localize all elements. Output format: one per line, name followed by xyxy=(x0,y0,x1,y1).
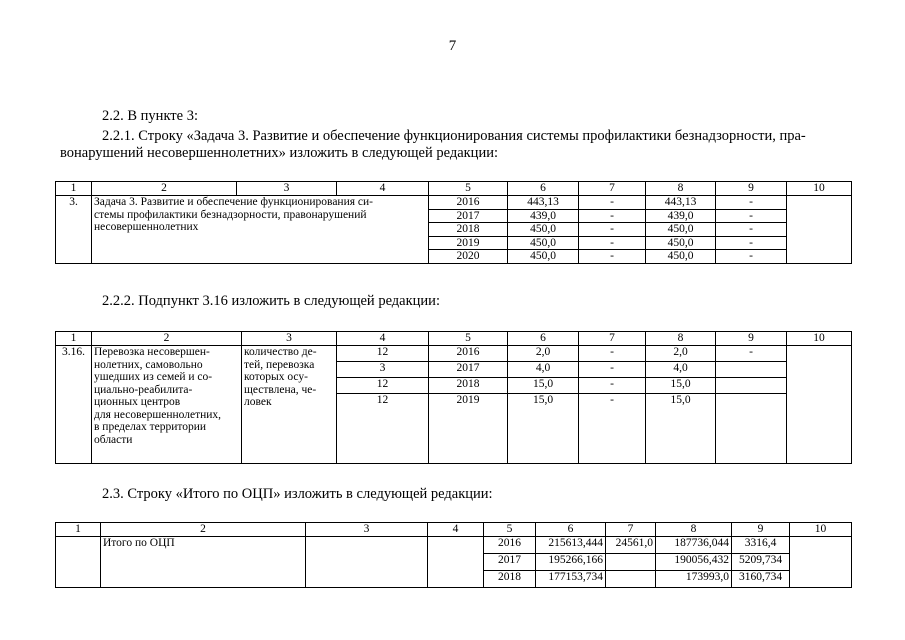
header-cell: 8 xyxy=(646,182,716,196)
header-cell: 7 xyxy=(606,523,656,537)
indicator-line: ществлена, че- xyxy=(244,383,317,396)
header-cell: 5 xyxy=(429,182,508,196)
section-2-2-1-line2: вонарушений несовершеннолетних» изложить в следующей редакции: xyxy=(60,145,498,161)
value-cell: 4,0 xyxy=(508,362,579,378)
header-cell: 10 xyxy=(787,182,852,196)
value-cell: 15,0 xyxy=(646,394,716,464)
year-cell: 2018 xyxy=(484,571,536,588)
year-cell: 2018 xyxy=(429,223,508,237)
value-cell: - xyxy=(579,196,646,210)
indicator-line: ловек xyxy=(244,396,272,408)
value-cell xyxy=(606,571,656,588)
value-cell: - xyxy=(716,346,787,362)
header-cell: 9 xyxy=(732,523,790,537)
value-cell xyxy=(606,554,656,571)
value-cell: - xyxy=(579,209,646,223)
header-cell: 9 xyxy=(716,332,787,346)
value-cell: 4,0 xyxy=(646,362,716,378)
year-cell: 2018 xyxy=(429,378,508,394)
total-table xyxy=(55,522,852,588)
value-cell: 443,13 xyxy=(646,196,716,210)
value-cell: 439,0 xyxy=(508,209,579,223)
measure-name-line: в пределах территории xyxy=(94,421,207,433)
header-cell: 5 xyxy=(484,523,536,537)
header-cell: 3 xyxy=(306,523,428,537)
value-cell: 5209,734 xyxy=(732,554,790,571)
task-name-line: стемы профилактики безнадзорности, правонарушений xyxy=(94,208,367,221)
value-cell: - xyxy=(579,378,646,394)
value-cell: - xyxy=(716,236,787,250)
header-cell: 4 xyxy=(337,332,429,346)
measure-name-line: Перевозка несовершен- xyxy=(94,346,210,358)
value-cell xyxy=(716,378,787,394)
value-cell: 187736,044 xyxy=(656,537,732,554)
year-cell: 2016 xyxy=(429,196,508,210)
value-cell: 443,13 xyxy=(508,196,579,210)
empty-cell xyxy=(787,346,852,464)
value-cell: 190056,432 xyxy=(656,554,732,571)
value-cell: 3160,734 xyxy=(732,571,790,588)
header-cell: 5 xyxy=(429,332,508,346)
indicator-cell xyxy=(242,346,337,464)
value-cell: - xyxy=(716,250,787,264)
table-header-row xyxy=(56,523,852,537)
section-2-2-heading: 2.2. В пункте 3: xyxy=(102,108,198,124)
value-cell: - xyxy=(716,223,787,237)
measure-name-cell xyxy=(92,346,242,464)
header-cell: 3 xyxy=(237,182,337,196)
empty-cell xyxy=(787,196,852,264)
section-2-2-2-heading: 2.2.2. Подпункт 3.16 изложить в следующей редакции: xyxy=(102,293,440,309)
value-cell: 195266,166 xyxy=(536,554,606,571)
table-row xyxy=(56,346,852,362)
value-cell xyxy=(716,362,787,378)
year-cell: 2016 xyxy=(484,537,536,554)
header-cell: 7 xyxy=(579,332,646,346)
value-cell: 177153,734 xyxy=(536,571,606,588)
task-3-table xyxy=(55,181,852,264)
measure-name-line: ушедших из семей и со- xyxy=(94,371,213,383)
table-row xyxy=(56,196,852,210)
value-cell: 12 xyxy=(337,378,429,394)
value-cell: 2,0 xyxy=(508,346,579,362)
header-cell: 7 xyxy=(579,182,646,196)
measure-name-line: ционных центров xyxy=(94,396,181,408)
value-cell: 15,0 xyxy=(508,394,579,464)
year-cell: 2017 xyxy=(484,554,536,571)
value-cell: 2,0 xyxy=(646,346,716,362)
indicator-line: количество де- xyxy=(244,346,317,358)
header-cell: 4 xyxy=(428,523,484,537)
task-name-line: несовершеннолетних xyxy=(94,221,199,233)
value-cell xyxy=(716,394,787,464)
value-cell: 12 xyxy=(337,346,429,362)
item-3-16-table xyxy=(55,331,852,464)
row-number: 3. xyxy=(56,196,92,264)
value-cell: - xyxy=(579,236,646,250)
value-cell: 15,0 xyxy=(646,378,716,394)
section-2-3-heading: 2.3. Строку «Итого по ОЦП» изложить в следующей редакции: xyxy=(102,486,493,502)
section-2-2-1-line1: 2.2.1. Строку «Задача 3. Развитие и обеспечение функционирования системы профилактики безнадзорности, пра- xyxy=(102,128,806,144)
value-cell: 3316,4 xyxy=(732,537,790,554)
task-name-line: Задача 3. Развитие и обеспечение функционирования си- xyxy=(94,196,373,208)
table-row xyxy=(56,537,852,554)
header-cell: 4 xyxy=(337,182,429,196)
header-cell: 6 xyxy=(508,332,579,346)
year-cell: 2019 xyxy=(429,236,508,250)
header-cell: 1 xyxy=(56,523,101,537)
empty-cell xyxy=(790,537,852,588)
header-cell: 6 xyxy=(536,523,606,537)
header-cell: 10 xyxy=(787,332,852,346)
value-cell: - xyxy=(716,209,787,223)
value-cell: - xyxy=(579,223,646,237)
task-name-cell xyxy=(92,196,429,264)
header-cell: 8 xyxy=(646,332,716,346)
header-cell: 2 xyxy=(92,182,237,196)
indicator-line: тей, перевозка xyxy=(244,358,315,371)
value-cell: 215613,444 xyxy=(536,537,606,554)
measure-name-line: циально-реабилита- xyxy=(94,383,193,396)
measure-name-line: для несовершеннолетних, xyxy=(94,408,222,421)
value-cell: 439,0 xyxy=(646,209,716,223)
value-cell: 3 xyxy=(337,362,429,378)
indicator-line: которых осу- xyxy=(244,371,308,383)
value-cell: 450,0 xyxy=(508,250,579,264)
value-cell: - xyxy=(579,362,646,378)
value-cell: 173993,0 xyxy=(656,571,732,588)
value-cell: 450,0 xyxy=(646,250,716,264)
measure-name-line: области xyxy=(94,433,133,446)
measure-name-line: нолетних, самовольно xyxy=(94,358,203,371)
value-cell: 450,0 xyxy=(508,236,579,250)
value-cell: 450,0 xyxy=(646,223,716,237)
year-cell: 2017 xyxy=(429,362,508,378)
header-cell: 1 xyxy=(56,182,92,196)
year-cell: 2016 xyxy=(429,346,508,362)
empty-cell xyxy=(428,537,484,588)
header-cell: 6 xyxy=(508,182,579,196)
empty-cell xyxy=(56,537,101,588)
header-cell: 8 xyxy=(656,523,732,537)
year-cell: 2019 xyxy=(429,394,508,464)
row-number: 3.16. xyxy=(56,346,92,464)
value-cell: 15,0 xyxy=(508,378,579,394)
value-cell: 12 xyxy=(337,394,429,464)
header-cell: 9 xyxy=(716,182,787,196)
value-cell: - xyxy=(579,346,646,362)
value-cell: 24561,0 xyxy=(606,537,656,554)
header-cell: 1 xyxy=(56,332,92,346)
table-header-row xyxy=(56,182,852,196)
year-cell: 2020 xyxy=(429,250,508,264)
value-cell: - xyxy=(716,196,787,210)
header-cell: 2 xyxy=(92,332,242,346)
value-cell: - xyxy=(579,250,646,264)
year-cell: 2017 xyxy=(429,209,508,223)
header-cell: 10 xyxy=(790,523,852,537)
table-header-row xyxy=(56,332,852,346)
total-label-cell: Итого по ОЦП xyxy=(101,537,306,588)
page-number: 7 xyxy=(448,38,457,54)
value-cell: 450,0 xyxy=(508,223,579,237)
empty-cell xyxy=(306,537,428,588)
value-cell: 450,0 xyxy=(646,236,716,250)
value-cell: - xyxy=(579,394,646,464)
header-cell: 2 xyxy=(101,523,306,537)
header-cell: 3 xyxy=(242,332,337,346)
